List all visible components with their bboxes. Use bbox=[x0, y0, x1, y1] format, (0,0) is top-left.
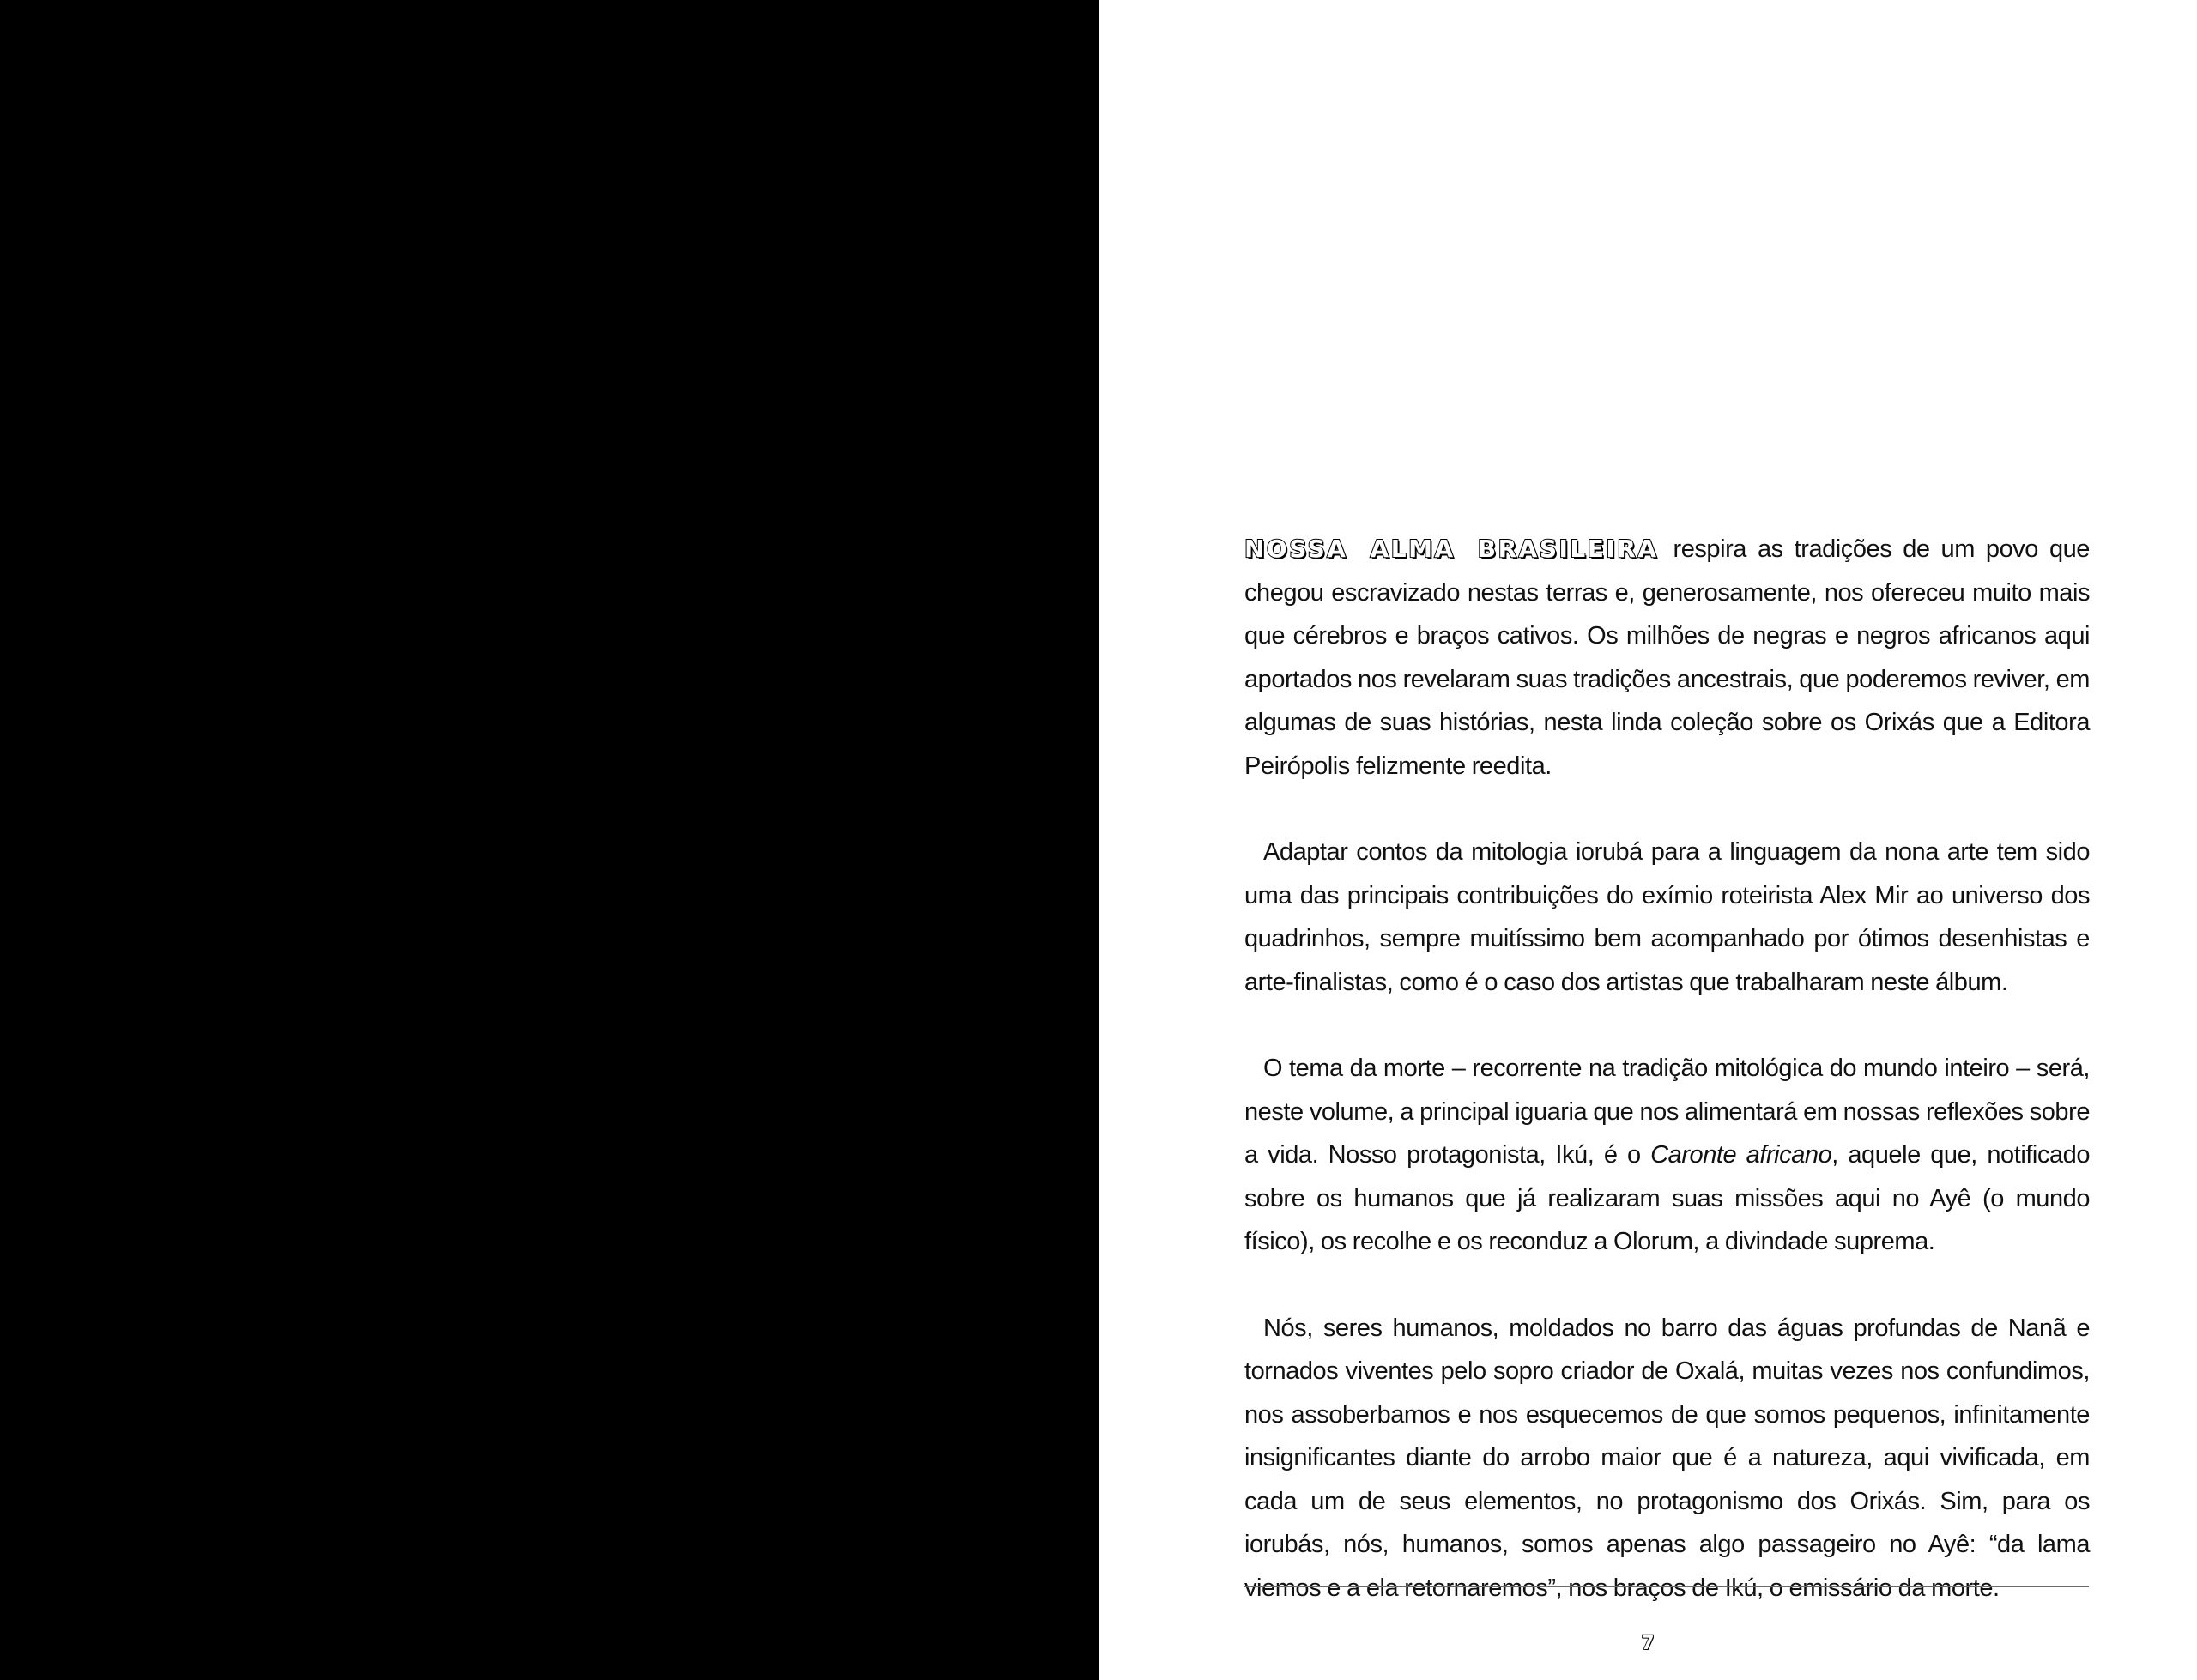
paragraph-3-end: , aquele que, notificado sobre os humanos que já realizaram suas missões aqui no Ayê (o mundo físico), os recolhe e os reconduz a Olorum, a divindade suprema. bbox=[1244, 1141, 2091, 1255]
paragraph-3 bbox=[1244, 1047, 2090, 1264]
footer-rule bbox=[1244, 1586, 2089, 1587]
paragraph-3-italic: Caronte africano bbox=[1650, 1141, 1832, 1169]
paragraph-3-start: O tema da morte – recorrente na tradição mitológica do mundo inteiro – será, neste volume, a principal iguaria que nos alimentará em nossas reflexões sobre a vida. Nosso protagonista, Ikú, é o bbox=[1244, 1055, 2090, 1169]
paragraph-1-body: respira as tradições de um povo que chegou escravizado nestas terras e, generosamente, nos ofereceu muito mais que cérebros e braços cativos. Os milhões de negras e negros africanos aqui aportados nos revelaram suas tradições ancestrais, que poderemos reviver, em algumas de suas histórias, nesta linda coleção sobre os Orixás que a Editora Peirópolis felizmente reedita. bbox=[1244, 535, 2090, 780]
opening-title: NOSSA ALMA BRASILEIRA bbox=[1244, 535, 1659, 563]
page-number: 7 bbox=[1641, 1633, 1655, 1654]
paragraph-2: Adaptar contos da mitologia iorubá para a linguagem da nona arte tem sido uma das principais contribuições do exímio roteirista Alex Mir ao universo dos quadrinhos, sempre muitíssimo bem acompanhado por ótimos desenhistas e arte-finalistas, como é o caso dos artistas que trabalharam neste álbum. bbox=[1244, 838, 2090, 996]
paragraph-4: Nós, seres humanos, moldados no barro das águas profundas de Nanã e tornados viventes pelo sopro criador de Oxalá, muitas vezes nos confundimos, nos assoberbamos e nos esquecemos de que somos pequenos, infinitamente insignificantes diante do arrobo maior que é a natureza, aqui vivificada, em cada um de seus elementos, no protagonismo dos Orixás. Sim, para os iorubás, nós, humanos, somos apenas algo passageiro no Ayê: “da lama viemos e a ela retornaremos”, nos braços de Ikú, o emissário da morte. bbox=[1244, 1314, 2090, 1602]
preface-text bbox=[1244, 528, 2090, 1653]
paragraph-1 bbox=[1244, 528, 2090, 788]
